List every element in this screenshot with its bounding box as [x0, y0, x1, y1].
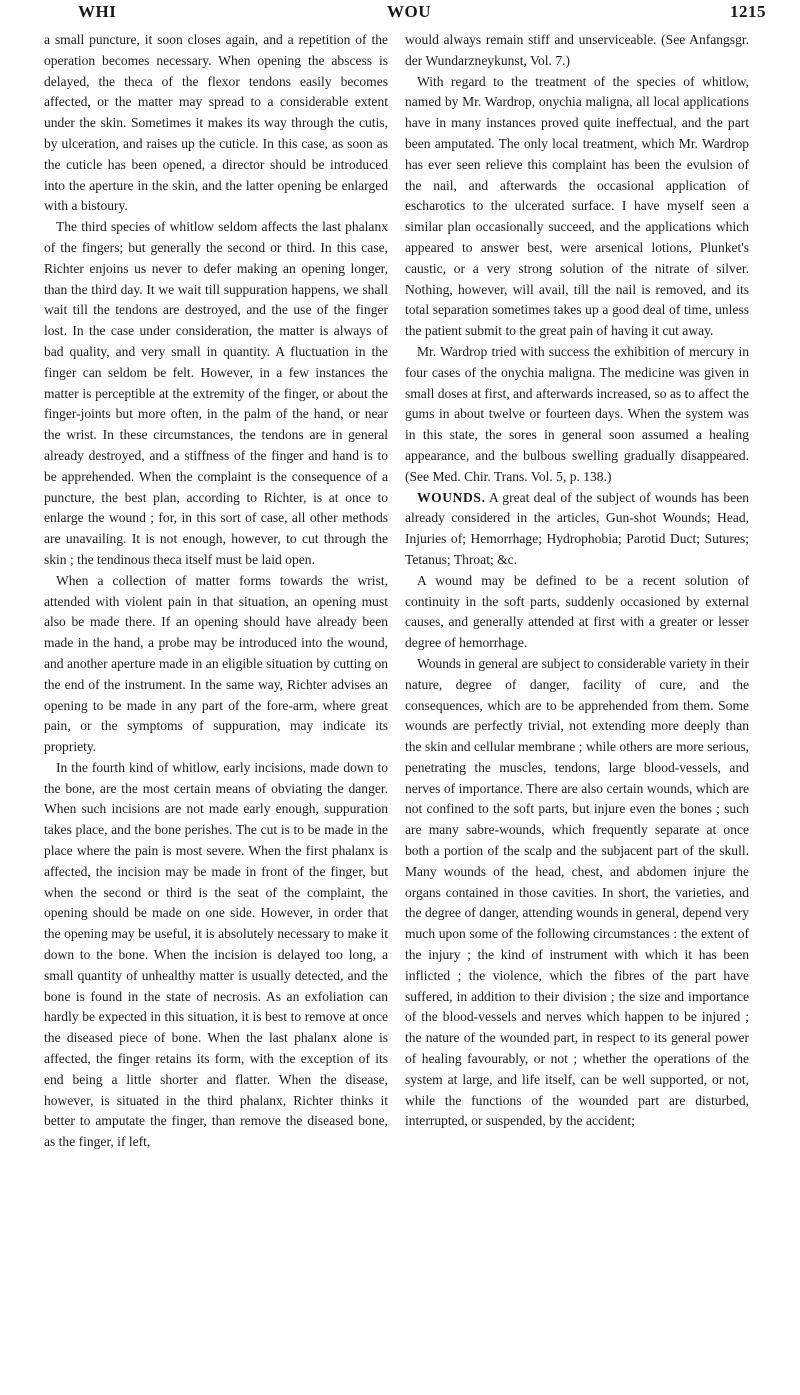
running-head	[46, 2, 766, 26]
right-column	[405, 30, 749, 1390]
entry-text: A great deal of the subject of wounds has been already considered in the articles, Gun-shot Wounds; Head, Injuries of; Hemorrhage; Hydrophobia; Parotid Duct; Sutures; Tetanus; Throat; &c.	[405, 489, 749, 567]
running-head-left: WHI	[78, 2, 117, 21]
entry-paragraph	[405, 488, 749, 571]
paragraph: Mr. Wardrop tried with success the exhibition of mercury in four cases of the onychia maligna. The medicine was given in small doses at first, and afterwards increased, so as to affect the gums in about twelve or fourteen days. When the system was in this state, the sores in general soon assumed a healing appearance, and the bulbous swelling gradually disappeared. (See Med. Chir. Trans. Vol. 5, p. 138.)	[405, 343, 749, 484]
running-head-center: WOU	[387, 2, 431, 21]
left-column	[44, 30, 388, 1390]
paragraph: would always remain stiff and unserviceable. (See Anfangsgr. der Wundarzneykunst, Vol. 7.)	[405, 32, 749, 68]
paragraph: With regard to the treatment of the species of whitlow, named by Mr. Wardrop, onychia maligna, all local applications have in many instances proved quite ineffectual, and the part been amputated. The only local treatment, which Mr. Wardrop has ever seen relieve this complaint has been the evulsion of the nail, and afterwards the occasional application of escharotics to the ulcerated surface. I have myself seen a similar plan occasionally succeed, and the applications which appeared to answer best, were arsenical lotions, Plunket's caustic, or a very strong solution of the nitrate of silver. Nothing, however, will avail, till the nail is removed, and its total separation sometimes takes up a good deal of time, unless the patient submit to the great pain of having it cut away.	[405, 73, 749, 339]
page-number: 1215	[730, 2, 766, 21]
paragraph: When a collection of matter forms towards the wrist, attended with violent pain in that situation, an opening must also be made there. If an opening should have already been made in the hand, a probe may be introduced into the wound, and another aperture made in an eligible situation by cutting on the end of the instrument. In the same way, Richter advises an opening to be made in any part of the fore-arm, where great pain, or the symptoms of suppuration, may indicate its propriety.	[44, 572, 388, 755]
paragraph: Wounds in general are subject to considerable variety in their nature, degree of danger, facility of cure, and the consequences, which are to be apprehended from them. Some wounds are perfectly trivial, not extending more deeply than the skin and cellular membrane ; while others are more serious, penetrating the muscles, tendons, large blood-vessels, and nerves of importance. There are also certain wounds, which are not confined to the soft parts, but injure even the bones ; such are many sabre-wounds, which frequently separate at once both a portion of the scalp and the subjacent part of the skull. Many wounds of the head, chest, and abdomen injure the organs contained in those cavities. In short, the varieties, and the degree of danger, attending wounds in general, depend very much upon some of the following circumstances : the extent of the injury ; the kind of instrument with which it has been inflicted ; the violence, which the fibres of the part have suffered, in addition to their division ; the size and importance of the blood-vessels and nerves which happen to be injured ; the nature of the wounded part, in respect to its general power of healing favourably, or not ; whether the operations of the system at large, and life itself, can be well supported, or not, while the functions of the wounded part are disturbed, interrupted, or suspended, by the accident;	[405, 655, 749, 1129]
entry-heading: WOUNDS.	[417, 489, 486, 505]
paragraph: The third species of whitlow seldom affects the last phalanx of the fingers; but generally the second or third. In this case, Richter enjoins us never to defer making an opening longer, than the third day. It we wait till suppuration happens, we shall wait till the tendons are destroyed, and the use of the finger lost. In the case under consideration, the matter is always of bad quality, and very small in quantity. A fluctuation in the finger can seldom be felt. However, in a few instances the matter is perceptible at the extremity of the finger, or about the finger-joints but more often, in the palm of the hand, or near the wrist. In these circumstances, the tendons are in general already destroyed, and a stiffness of the finger and hand is to be apprehended. When the complaint is the consequence of a puncture, the best plan, according to Richter, is at once to enlarge the wound ; for, in this sort of case, all other methods are unavailing. It is not enough, however, to cut through the skin ; the tendinous theca itself must be laid open.	[44, 219, 388, 567]
paragraph: A wound may be defined to be a recent solution of continuity in the soft parts, suddenly occasioned by external causes, and generally attended at first with a greater or lesser degree of hemorrhage.	[405, 572, 749, 651]
paragraph: a small puncture, it soon closes again, and a repetition of the operation becomes necessary. When opening the abscess is delayed, the theca of the flexor tendons easily becomes affected, or the matter may spread to a considerable extent under the skin. Sometimes it makes its way through the cutis, by ulceration, and raises up the cuticle. In this case, as soon as the cuticle has been opened, a director should be introduced into the aperture in the skin, and the latter opening be enlarged with a bistoury.	[44, 32, 388, 214]
paragraph: In the fourth kind of whitlow, early incisions, made down to the bone, are the most certain means of obviating the danger. When such incisions are not made early enough, suppuration takes place, and the bone perishes. The cut is to be made in the place where the pain is most severe. When the first phalanx is affected, the incision may be made in front of the finger, but when the second or third is the seat of the complaint, the opening should be made on one side. However, in order that the opening may be useful, it is absolutely necessary to make it down to the bone. When the incision is delayed too long, a small quantity of unhealthy matter is usually detected, and the bone is found in the state of necrosis. As an exfoliation can hardly be expected in this situation, it is best to remove at once the diseased piece of bone. When the last phalanx alone is affected, the finger retains its form, with the exception of its end being a little shorter and flatter. When the disease, however, is situated in the third phalanx, Richter thinks it better to amputate the finger, than remove the diseased bone, as the finger, if left,	[44, 759, 388, 1150]
